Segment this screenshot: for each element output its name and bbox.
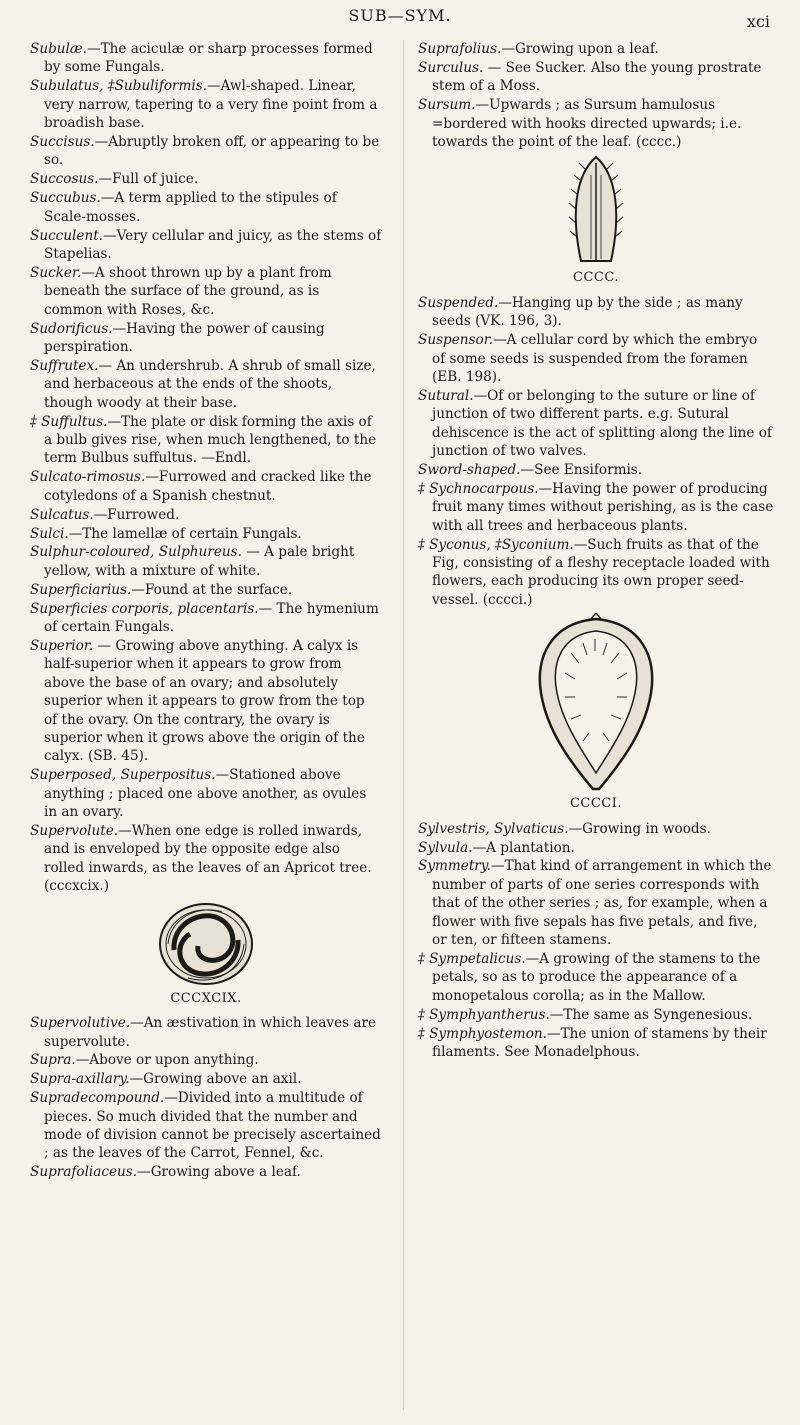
glossary-entry [418, 1025, 774, 1062]
glossary-entry [30, 189, 382, 226]
entry-definition: — The hymenium of certain Fungals. [44, 600, 379, 636]
entry-definition: —Growing upon a leaf. [501, 41, 659, 57]
glossary-entry [30, 133, 382, 170]
entry-term: Sursum. [418, 97, 476, 114]
entry-definition: —Growing above an axil. [129, 1071, 302, 1088]
entry-term: ‡ Sympetalicus. [418, 951, 526, 967]
left-column [30, 40, 382, 1182]
entry-term: Superficiarius. [30, 581, 132, 598]
left-entries-after [30, 1014, 382, 1182]
glossary-entry [418, 40, 774, 58]
glossary-entry [30, 1070, 382, 1088]
glossary-entry [418, 950, 774, 1005]
entry-definition: —A term applied to the stipules of Scale-mosses. [44, 190, 337, 225]
entry-term: Subulæ. [30, 41, 87, 57]
entry-definition: —The plate or disk forming the axis of a bulb gives rise, when much lengthened, to the term Bulbus suffultus. —Endl. [44, 413, 377, 467]
entry-term: Supradecompound. [30, 1090, 165, 1107]
entry-term: Subulatus, ‡Subuliformis. [30, 78, 208, 95]
right-entries [418, 40, 774, 151]
glossary-entry [418, 96, 774, 151]
column-divider [403, 40, 404, 1410]
entry-term: Sucker. [30, 264, 82, 281]
glossary-entry [30, 766, 382, 821]
entry-definition: —A cellular cord by which the embryo of some seeds is suspended from the foramen (EB. 198). [432, 332, 758, 385]
entry-term: Sylvula. [418, 839, 473, 856]
entry-definition: —Stationed above anything ; placed one above another, as ovules in an ovary. [44, 767, 367, 821]
entry-definition: —The aciculæ or sharp processes formed by some Fungals. [44, 41, 373, 76]
entry-definition: —Having the power of causing perspiration. [44, 320, 325, 355]
right-column [418, 40, 774, 1062]
page-number: xci [746, 12, 770, 31]
glossary-entry [418, 461, 774, 479]
entry-definition: —A plantation. [472, 839, 575, 856]
glossary-entry [30, 357, 382, 412]
entry-definition: —A growing of the stamens to the petals, so as to produce the appearance of a monopetalous corolla; as in the Mallow. [432, 951, 761, 1004]
entry-definition: —Growing above a leaf. [137, 1164, 301, 1181]
entry-definition: —Furrowed. [93, 506, 180, 523]
entry-term: Sulphur-coloured, Sulphureus. [30, 544, 242, 561]
entry-term: Sutural. [418, 387, 474, 404]
glossary-entry [30, 264, 382, 319]
entry-term: ‡ Suffultus. [30, 413, 108, 430]
entry-definition: —Furrowed and cracked like the cotyledons of a Spanish chestnut. [44, 469, 372, 504]
entry-definition: —Divided into a multitude of pieces. So much divided that the number and mode of division cannot be precisely ascertained ; as the leaves of the Carrot, Fennel, &c. [44, 1090, 381, 1162]
glossary-entry [418, 1006, 774, 1024]
glossary-entry [418, 59, 774, 96]
figure-caption-cccc: CCCC. [573, 270, 619, 286]
entry-term: ‡ Symphyantherus. [418, 1006, 550, 1023]
entry-term: Suspensor. [418, 332, 494, 349]
entry-term: ‡ Sychnocarpous. [418, 480, 539, 497]
entry-term: Suprafoliaceus. [30, 1164, 138, 1181]
entry-definition: —Awl-shaped. Linear, very narrow, tapering to a very fine point from a broadish base. [44, 78, 378, 132]
entry-definition: — Growing above anything. A calyx is half-superior when it appears to grow from above the base of an ovary; and absolutely superior when it appears to grow from the top of the ovary. On the contrary, the ovary is superior when it grows above the origin of the calyx. (SB. 45). [44, 638, 365, 765]
entry-term: Sulcatus. [30, 506, 94, 523]
glossary-entry [418, 387, 774, 461]
figure-cccci [418, 613, 774, 813]
glossary-entry [418, 480, 774, 535]
entry-definition: —Having the power of producing fruit many times without perishing, as is the case with all trees and herbaceous plants. [432, 480, 774, 534]
entry-definition: —The lamellæ of certain Fungals. [68, 525, 302, 542]
entry-term: Sword-shaped. [418, 462, 521, 478]
glossary-entry [30, 227, 382, 264]
glossary-entry [418, 294, 774, 331]
supervolute-leaf-illustration [156, 900, 256, 988]
entry-term: Sylvestris, Sylvaticus. [418, 820, 569, 837]
entry-definition: —A shoot thrown up by a plant from beneath the surface of the ground, as is common with Roses, &c. [44, 264, 332, 318]
entry-definition: — A pale bright yellow, with a mixture of white. [44, 544, 355, 579]
right-entries-after [418, 820, 774, 1062]
entry-definition: —That kind of arrangement in which the number of parts of one series corresponds with that of the other series ; as, for example, when a flower with five sepals has five petals, and five, or ten, or fifteen stamens. [432, 858, 772, 949]
entry-term: Succosus. [30, 171, 99, 188]
entry-term: Suspended. [418, 294, 499, 311]
entry-term: Symmetry. [418, 858, 491, 875]
page-header [0, 6, 800, 32]
entry-term: Supra. [30, 1052, 76, 1069]
entry-term: Sulci. [30, 525, 69, 542]
glossary-entry [30, 1163, 382, 1181]
entry-term: Sudorificus. [30, 320, 113, 337]
entry-definition: —Hanging up by the side ; as many seeds (VK. 196, 3). [432, 294, 743, 330]
entry-definition: —Growing in woods. [568, 820, 711, 837]
figure-caption-cccxcix: CCCXCIX. [170, 990, 242, 1006]
entry-definition: —Upwards ; as Sursum hamulosus =bordered with hooks directed upwards; i.e. towards the point of the leaf. (cccc.) [432, 97, 742, 151]
glossary-entry [30, 581, 382, 599]
glossary-entry [30, 320, 382, 357]
figure-cccc [418, 155, 774, 287]
figure-cccxcix [30, 900, 382, 1008]
entry-term: Suffrutex. [30, 357, 99, 374]
left-entries [30, 40, 382, 896]
entry-definition: — See Sucker. Also the young prostrate stem of a Moss. [432, 59, 762, 95]
entry-term: ‡ Syconus, ‡Syconium. [418, 536, 574, 553]
glossary-entry [30, 40, 382, 77]
entry-definition: —The union of stamens by their filaments. See Monadelphous. [432, 1025, 767, 1061]
entry-term: Succulent. [30, 227, 103, 244]
glossary-entry [30, 822, 382, 896]
entry-definition: — An undershrub. A shrub of small size, and herbaceous at the ends of the shoots, though woody at their base. [44, 357, 376, 411]
glossary-entry [30, 1014, 382, 1051]
entry-definition: —Such fruits as that of the Fig, consisting of a fleshy receptacle loaded with flowers, each producing its own proper seed-vessel. (cccci.) [432, 536, 770, 608]
glossary-entry [418, 857, 774, 949]
glossary-entry [30, 413, 382, 468]
entry-definition: —Found at the surface. [131, 581, 293, 598]
entry-term: Superior. [30, 638, 94, 654]
entry-term: Succubus. [30, 190, 101, 207]
right-entries-middle [418, 294, 774, 609]
glossary-entry [30, 77, 382, 132]
glossary-entry [418, 820, 774, 838]
glossary-entry [30, 637, 382, 766]
entry-term: Superficies corporis, placentaris. [30, 600, 259, 617]
entry-definition: —See Ensiformis. [520, 462, 643, 478]
glossary-entry [418, 536, 774, 610]
glossary-entry [418, 331, 774, 386]
entry-definition: —Abruptly broken off, or appearing to be so. [44, 134, 380, 169]
glossary-entry [30, 543, 382, 580]
running-head: SUB—SYM. [348, 6, 452, 25]
entry-term: ‡ Symphyostemon. [418, 1025, 547, 1042]
entry-definition: —The same as Syngenesious. [549, 1006, 753, 1023]
entry-definition: —Full of juice. [98, 171, 199, 188]
entry-definition: —Very cellular and juicy, as the stems of Stapelias. [44, 227, 382, 262]
glossary-entry [30, 170, 382, 188]
glossary-entry [30, 1051, 382, 1069]
figure-caption-cccci: CCCCI. [569, 796, 623, 812]
glossary-entry [418, 839, 774, 857]
entry-definition: —Above or upon anything. [75, 1052, 259, 1069]
entry-definition: —Of or belonging to the suture or line of junction of two different parts. e.g. Sutural dehiscence is the act of splitting along the line of junction of two valves. [432, 387, 772, 460]
entry-term: Sulcato-rimosus. [30, 469, 146, 486]
glossary-entry [30, 468, 382, 505]
entry-term: Supervolute. [30, 823, 119, 840]
glossary-entry [30, 600, 382, 637]
entry-definition: —When one edge is rolled inwards, and is enveloped by the opposite edge also rolled inwards, as the leaves of an Apricot tree. (cccxcix.) [44, 823, 372, 895]
entry-term: Surculus. [418, 59, 484, 76]
entry-definition: —An æstivation in which leaves are supervolute. [44, 1015, 377, 1050]
glossary-entry [30, 525, 382, 543]
hooked-leaf-illustration [561, 155, 631, 267]
entry-term: Superposed, Superpositus. [30, 767, 216, 784]
entry-term: Suprafolius. [418, 41, 502, 57]
entry-term: Supervolutive. [30, 1015, 131, 1032]
fig-syconium-illustration [531, 613, 661, 793]
glossary-entry [30, 1089, 382, 1163]
entry-term: Supra-axillary. [30, 1071, 130, 1088]
entry-term: Succisus. [30, 134, 95, 151]
glossary-entry [30, 506, 382, 524]
